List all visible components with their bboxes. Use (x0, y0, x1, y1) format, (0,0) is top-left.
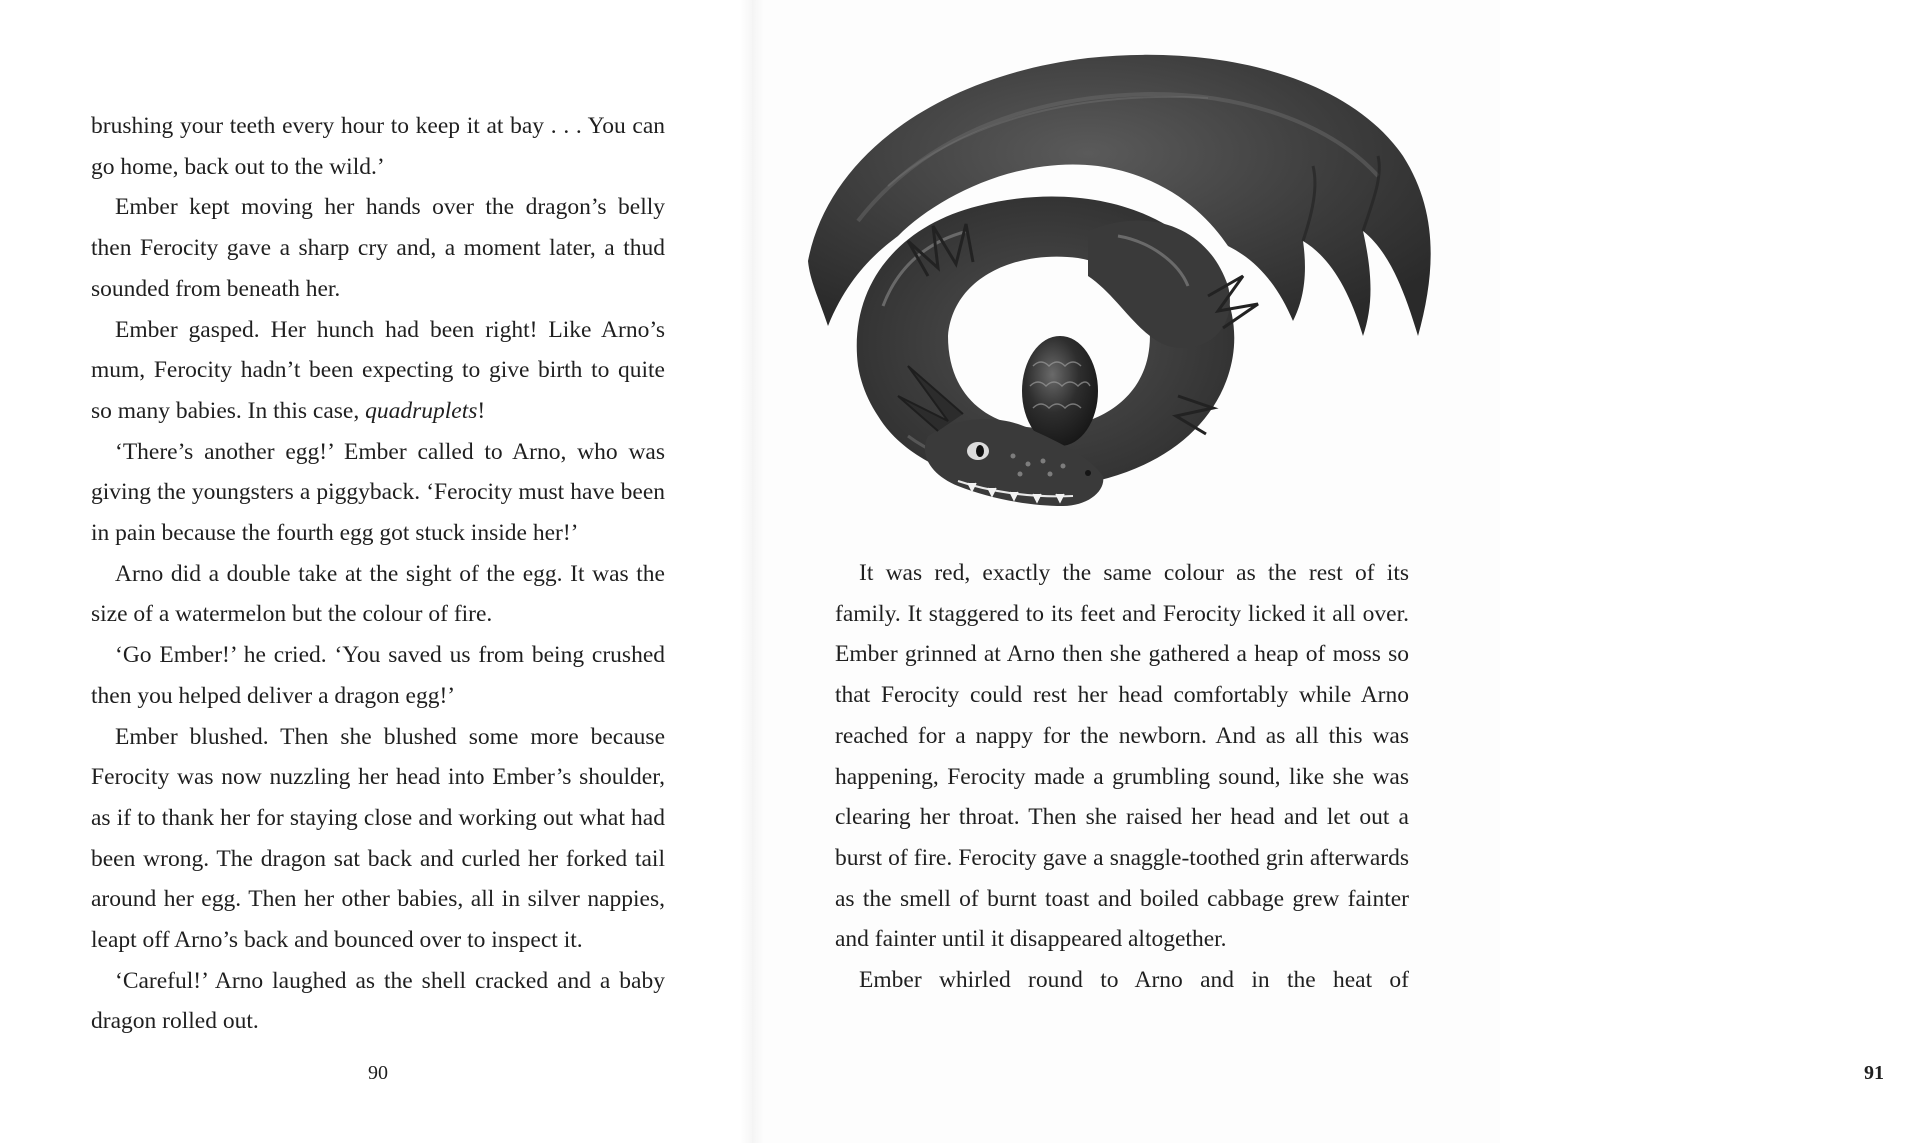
left-page (0, 0, 752, 1143)
paragraph: ‘Go Ember!’ he cried. ‘You saved us from being crushed then you helped deliver a dragon egg!’ (91, 642, 665, 709)
left-page-text (91, 106, 665, 1042)
paragraph: Arno did a double take at the sight of the egg. It was the size of a watermelon but the colour of fire. (91, 560, 665, 628)
right-page-text (835, 553, 1409, 1001)
paragraph: brushing your teeth every hour to keep it at bay . . . You can go home, back out to the wild.’ (91, 113, 665, 180)
paragraph: Ember blushed. Then she blushed some more because Ferocity was now nuzzling her head into Ember’s shoulder, as if to thank her for staying close and working out what had been wrong. The dragon sat back and curled her forked tail around her egg. Then her other babies, all in silver nappies, leapt off Arno’s back and bounced over to inspect it. (91, 723, 665, 954)
paragraph: Ember whirled round to Arno and in the heat of (859, 967, 1409, 994)
paragraph-text: ! (477, 397, 486, 424)
paragraph (91, 310, 665, 432)
emphasis-text: quadruplets (365, 397, 478, 424)
paragraph: Ember kept moving her hands over the dragon’s belly then Ferocity gave a sharp cry and, a moment later, a thud sounded from beneath her. (91, 194, 665, 302)
page-number-right: 91 (1864, 1062, 1884, 1084)
paragraph: ‘There’s another egg!’ Ember called to Arno, who was giving the youngsters a piggyback. ‘Ferocity must have been in pain because the fourth egg got stuck inside her!’ (91, 438, 665, 547)
dragon-illustration (788, 36, 1443, 536)
paragraph-text: Ember gasped. Her hunch had been right! Like Arno’s mum, Ferocity hadn’t been expecting to give birth to quite so many babies. In this case, (91, 316, 665, 424)
paragraph: It was red, exactly the same colour as the rest of its family. It staggered to its feet and Ferocity licked it all over. Ember grinned at Arno then she gathered a heap of moss so that Ferocity could rest her head comfortably while Arno reached for a nappy for the newborn. And as all this was happening, Ferocity made a grumbling sound, like she was clearing her throat. Then she raised her head and let out a burst of fire. Ferocity gave a snaggle-toothed grin afterwards as the smell of burnt toast and boiled cabbage grew fainter and fainter until it disappeared altogether. (835, 560, 1409, 953)
page-number-left: 90 (368, 1062, 388, 1084)
book-gutter (740, 0, 764, 1143)
paragraph: ‘Careful!’ Arno laughed as the shell cracked and a baby dragon rolled out. (91, 967, 665, 1035)
dragon-egg (1022, 336, 1098, 446)
